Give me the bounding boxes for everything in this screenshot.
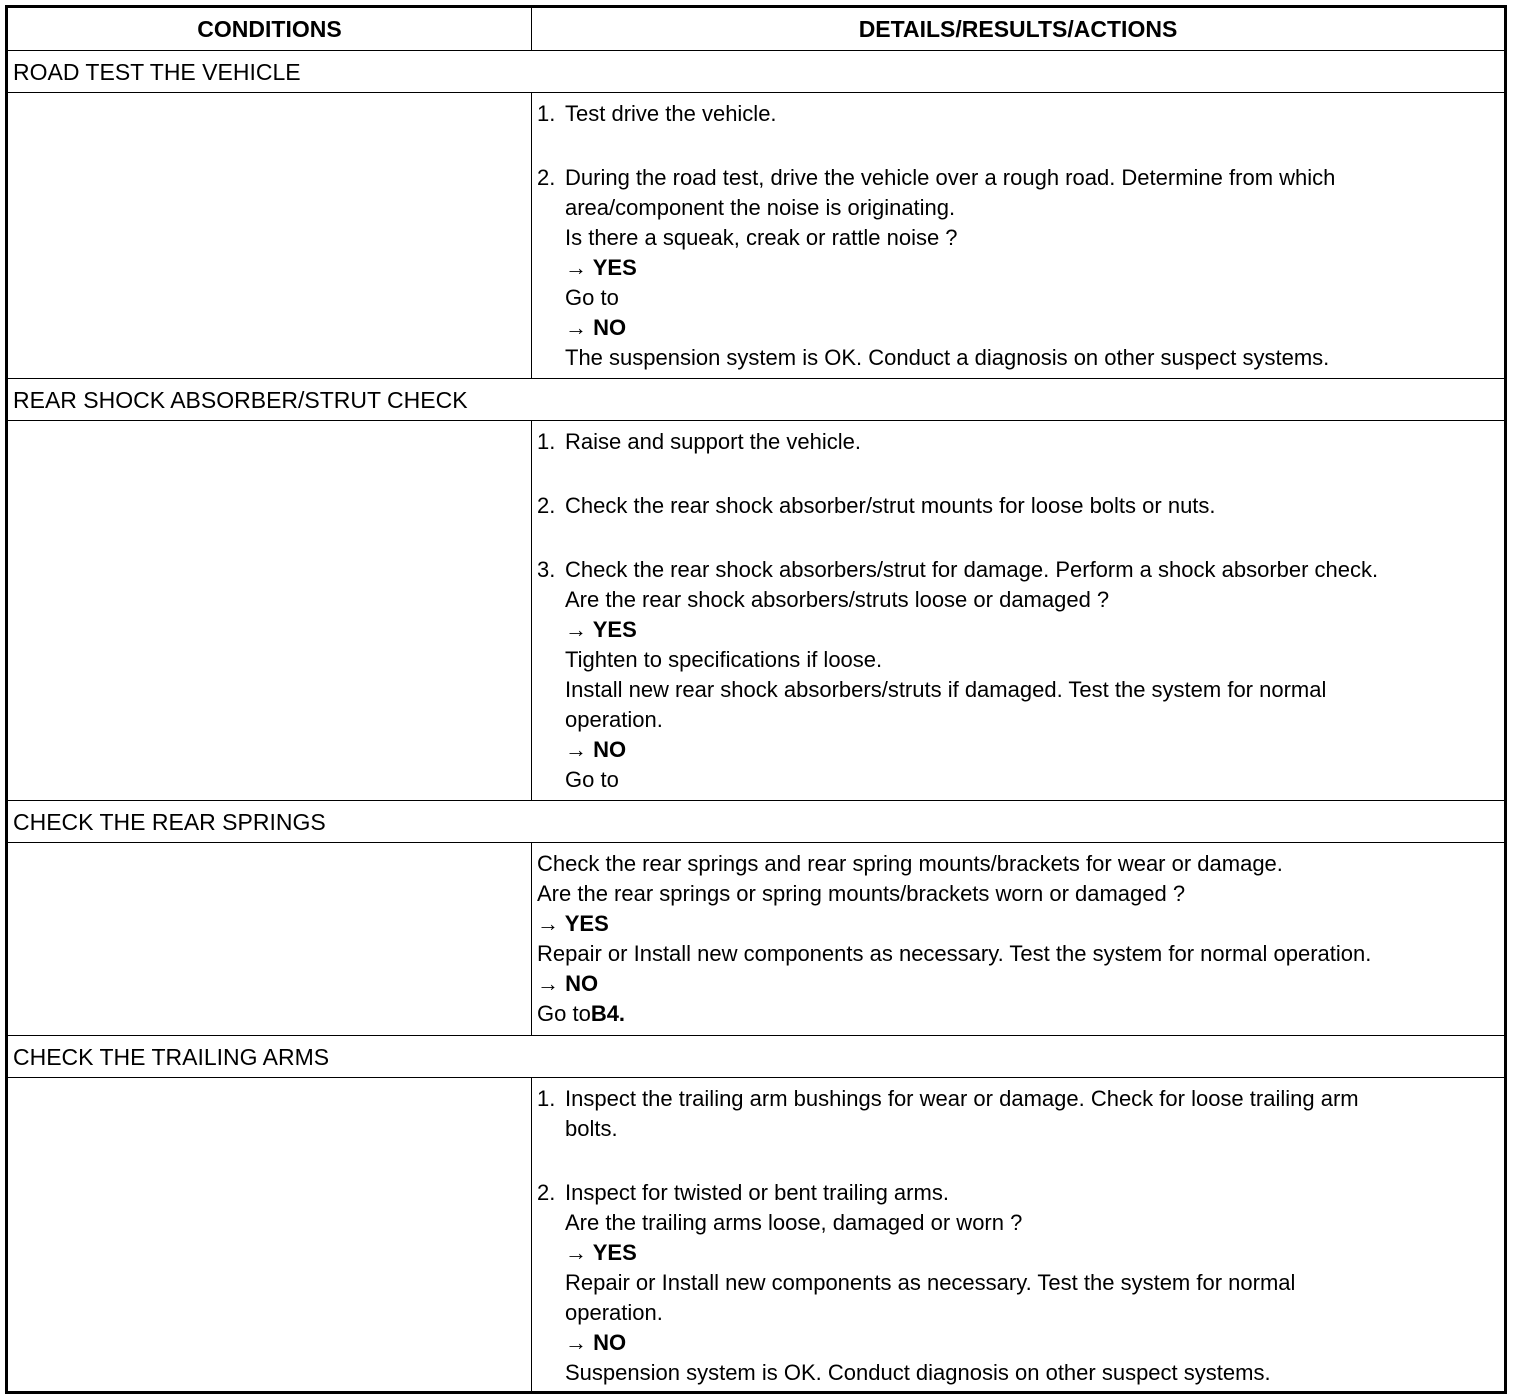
section-title: ROAD TEST THE VEHICLE [13, 59, 301, 85]
step-number: 2. [537, 1180, 556, 1205]
step-text: bolts. [565, 1116, 618, 1141]
action-text: Repair or Install new components as necessary. Test the system for normal [565, 1270, 1296, 1295]
action-text: Go to [565, 285, 619, 310]
step-number: 1. [537, 429, 556, 454]
details-header: DETAILS/RESULTS/ACTIONS [858, 15, 1178, 42]
question-text: Are the rear shock absorbers/struts loose or damaged ? [565, 587, 1110, 612]
step-text: Check the rear shock absorbers/strut for damage. Perform a shock absorber check. [565, 557, 1379, 582]
yes-label: → YES [565, 1240, 637, 1265]
section-title-row [8, 800, 1504, 842]
step-text: During the road test, drive the vehicle over a rough road. Determine from which [565, 165, 1336, 190]
action-text: Install new rear shock absorbers/struts if damaged. Test the system for normal [565, 677, 1327, 702]
question-text: Are the trailing arms loose, damaged or worn ? [565, 1210, 1023, 1235]
section-body-row [8, 842, 1504, 1035]
section-title-row [8, 50, 1504, 92]
section-body-row [8, 1077, 1504, 1391]
action-text: operation. [565, 707, 663, 732]
goto-line [537, 999, 625, 1029]
no-label: → NO [565, 737, 627, 762]
section-title: REAR SHOCK ABSORBER/STRUT CHECK [13, 387, 468, 413]
conditions-header: CONDITIONS [197, 15, 342, 42]
action-text: Repair or Install new components as necessary. Test the system for normal operation. [537, 941, 1372, 966]
step-text: Check the rear shock absorber/strut mounts for loose bolts or nuts. [565, 493, 1216, 518]
step-text: area/component the noise is originating. [565, 195, 956, 220]
no-label: → NO [565, 315, 627, 340]
step-text: Raise and support the vehicle. [565, 429, 861, 454]
step-number: 1. [537, 101, 556, 126]
step-text: Inspect for twisted or bent trailing arms. [565, 1180, 949, 1205]
goto-prefix: Go to [537, 1001, 591, 1026]
step-text: Check the rear springs and rear spring mounts/brackets for wear or damage. [537, 851, 1283, 876]
step-number: 2. [537, 165, 556, 190]
no-label: → NO [565, 1330, 627, 1355]
yes-label: → YES [565, 255, 637, 280]
section-title-row [8, 1035, 1504, 1077]
step-number: 3. [537, 557, 556, 582]
no-label: → NO [537, 971, 599, 996]
question-text: Are the rear springs or spring mounts/brackets worn or damaged ? [537, 881, 1186, 906]
action-text: operation. [565, 1300, 663, 1325]
section-body-row [8, 420, 1504, 800]
step-text: Test drive the vehicle. [565, 101, 777, 126]
action-text: Tighten to specifications if loose. [565, 647, 883, 672]
section-title: CHECK THE TRAILING ARMS [13, 1044, 330, 1070]
header-divider [531, 8, 532, 50]
yes-label: → YES [565, 617, 637, 642]
action-text: The suspension system is OK. Conduct a diagnosis on other suspect systems. [565, 345, 1330, 370]
yes-label: → YES [537, 911, 609, 936]
action-text: Go to [565, 767, 619, 792]
diagnostic-table [5, 5, 1507, 1394]
step-number: 2. [537, 493, 556, 518]
step-number: 1. [537, 1086, 556, 1111]
section-title-row [8, 378, 1504, 420]
goto-target: B4. [590, 1001, 626, 1026]
action-text: Suspension system is OK. Conduct diagnosis on other suspect systems. [565, 1360, 1271, 1385]
section-title: CHECK THE REAR SPRINGS [13, 809, 326, 835]
section-body-row [8, 92, 1504, 378]
step-text: Inspect the trailing arm bushings for wear or damage. Check for loose trailing arm [565, 1086, 1359, 1111]
question-text: Is there a squeak, creak or rattle noise ? [565, 225, 958, 250]
